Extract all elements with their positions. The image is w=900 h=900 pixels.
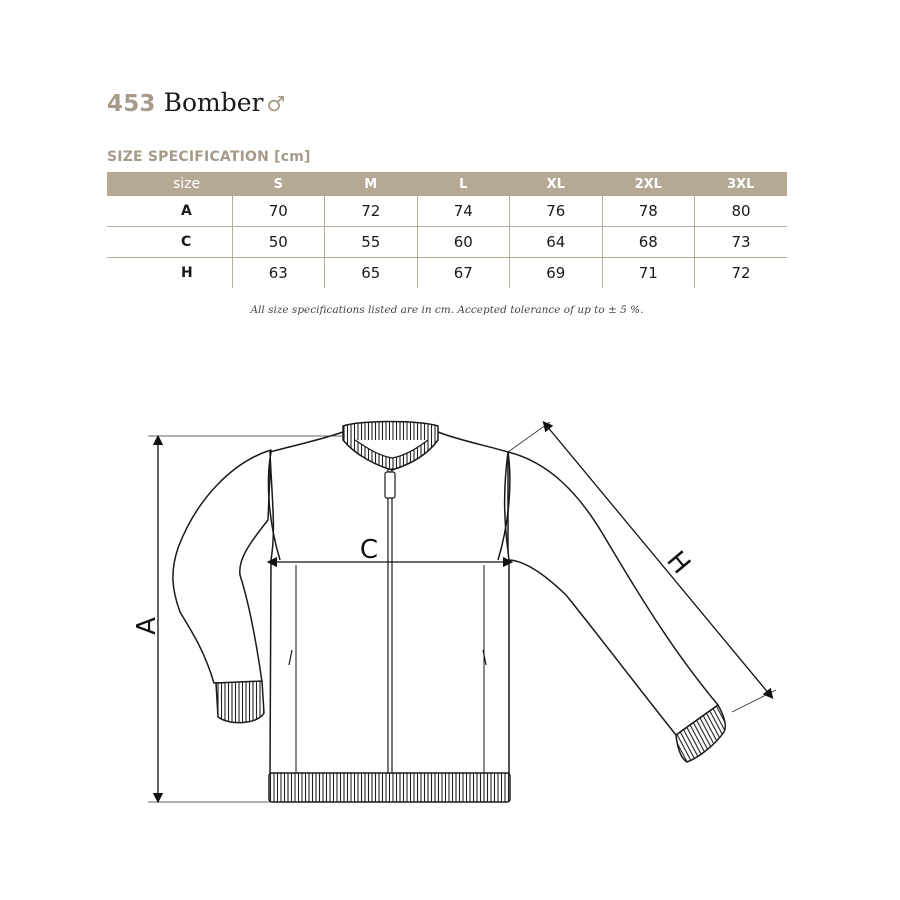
- row-label: C: [107, 227, 232, 258]
- size-header-cell: 3XL: [695, 172, 788, 196]
- table-cell: 67: [417, 258, 510, 289]
- table-cell: 73: [695, 227, 788, 258]
- table-cell: 63: [232, 258, 325, 289]
- table-cell: 69: [510, 258, 603, 289]
- row-label: A: [107, 196, 232, 227]
- size-header-cell: L: [417, 172, 510, 196]
- jacket-outline: [173, 432, 718, 775]
- waistband-rib: [269, 773, 510, 802]
- table-cell: 74: [417, 196, 510, 227]
- table-cell: 71: [602, 258, 695, 289]
- size-header-cell: XL: [510, 172, 603, 196]
- table-cell: 60: [417, 227, 510, 258]
- label-h: H: [660, 545, 696, 580]
- table-cell: 50: [232, 227, 325, 258]
- product-code: 453: [107, 91, 156, 117]
- tolerance-note: All size specifications listed are in cm. Accepted tolerance of up to ± 5 %.: [250, 304, 644, 316]
- size-column-label: size: [107, 172, 232, 196]
- male-symbol-icon: ♂: [266, 92, 286, 116]
- table-cell: 55: [325, 227, 418, 258]
- size-header-cell: 2XL: [602, 172, 695, 196]
- table-cell: 72: [325, 196, 418, 227]
- size-header-cell: S: [232, 172, 325, 196]
- zipper-pull: [385, 472, 395, 498]
- table-cell: 76: [510, 196, 603, 227]
- label-c: C: [359, 535, 379, 565]
- table-cell: 78: [602, 196, 695, 227]
- table-cell: 72: [695, 258, 788, 289]
- size-spec-heading: SIZE SPECIFICATION [cm]: [107, 149, 311, 165]
- table-cell: 80: [695, 196, 788, 227]
- size-header-cell: M: [325, 172, 418, 196]
- table-cell: 65: [325, 258, 418, 289]
- label-a: A: [132, 617, 162, 635]
- table-cell: 68: [602, 227, 695, 258]
- table-cell: 70: [232, 196, 325, 227]
- left-sleeve: [173, 450, 271, 683]
- product-name: Bomber: [163, 88, 264, 117]
- table-cell: 64: [510, 227, 603, 258]
- row-label: H: [181, 265, 193, 281]
- left-cuff-rib: [216, 681, 264, 723]
